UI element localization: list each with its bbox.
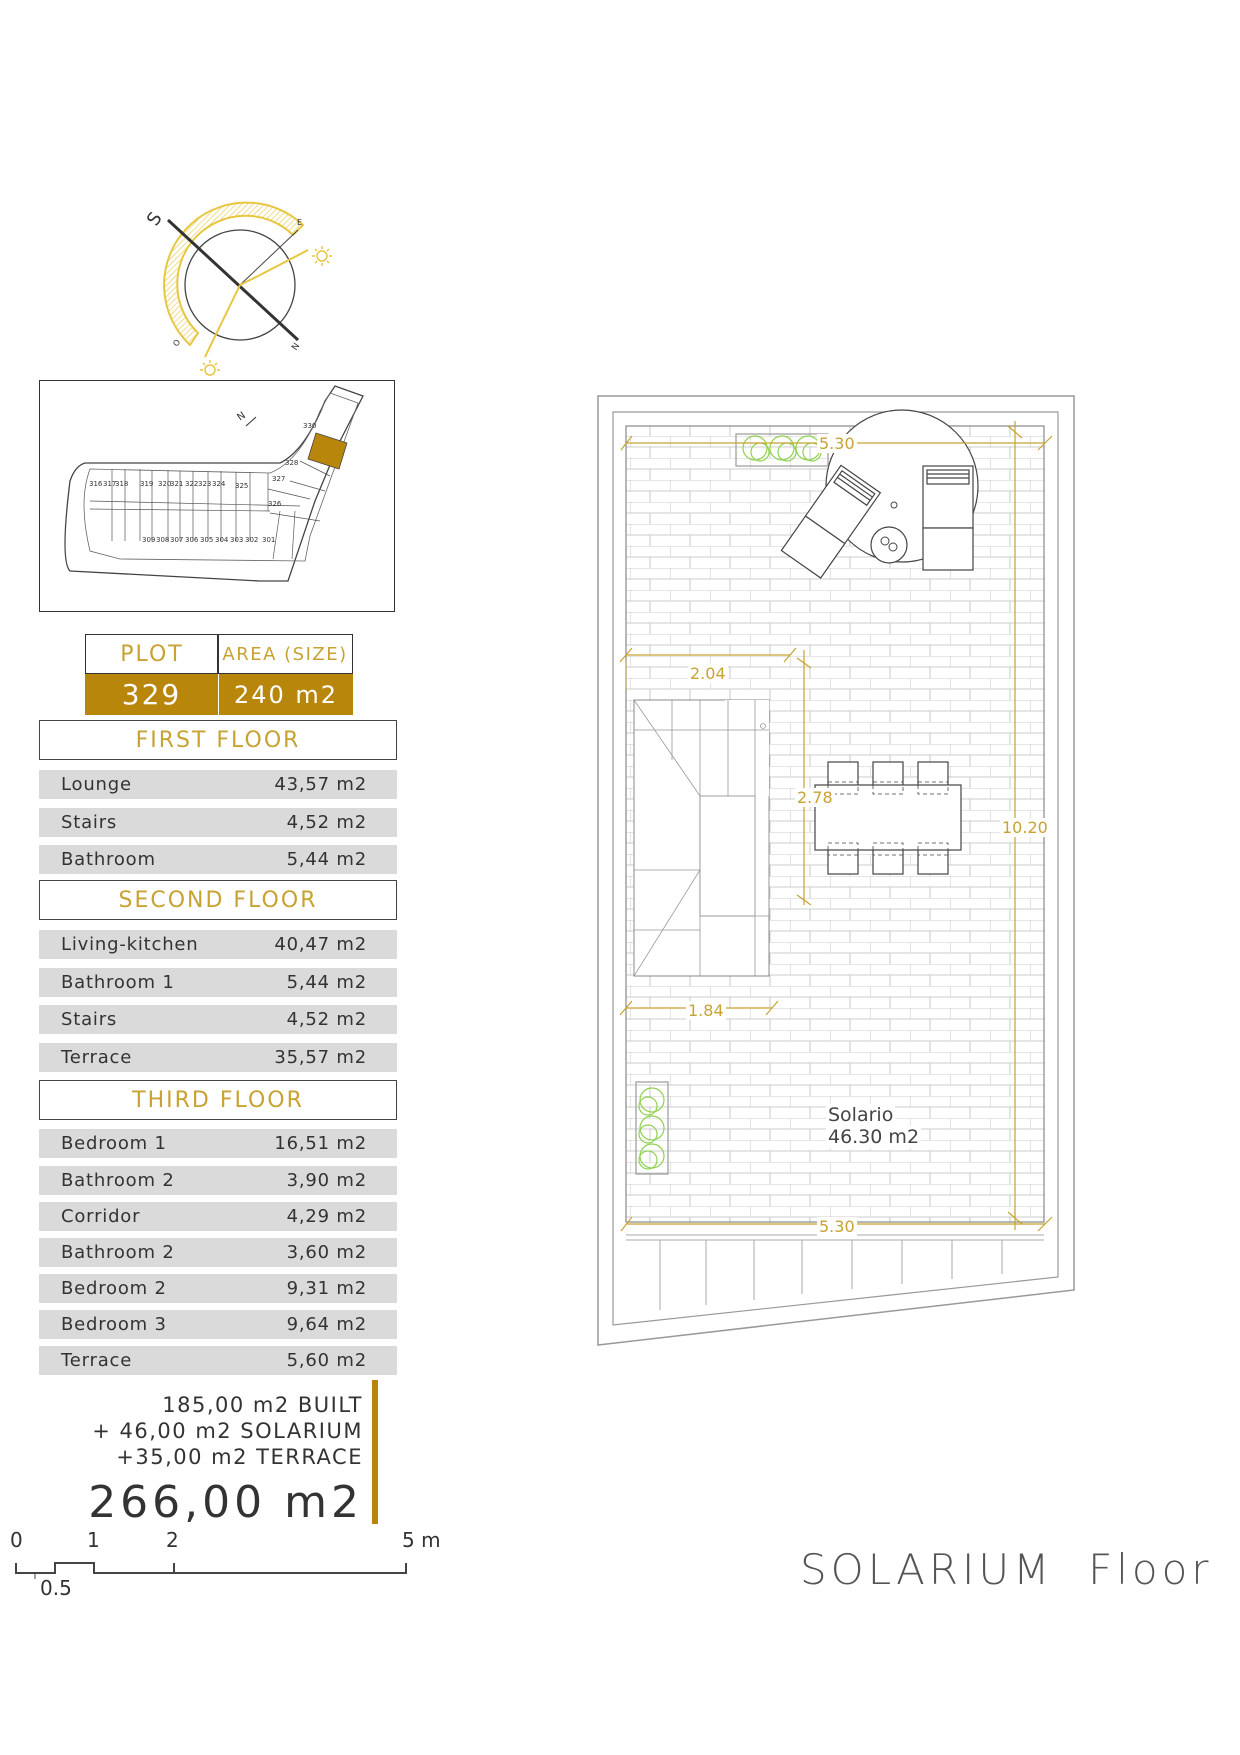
room-row: Terrace 35,57 m2 xyxy=(39,1043,397,1072)
svg-text:319: 319 xyxy=(140,480,154,488)
site-plan-drawing xyxy=(40,381,393,610)
scale-label-half: 0.5 xyxy=(40,1576,72,1600)
room-row: Bedroom 2 9,31 m2 xyxy=(39,1274,397,1303)
site-north-label: N xyxy=(235,410,248,424)
area-header: AREA (SIZE) xyxy=(217,634,353,674)
room-row: Stairs 4,52 m2 xyxy=(39,808,397,837)
plot-number: 329 xyxy=(85,674,219,715)
scale-label-1: 1 xyxy=(87,1528,100,1552)
site-plan xyxy=(39,380,395,612)
room-row: Bedroom 3 9,64 m2 xyxy=(39,1310,397,1339)
room-row: Bathroom 2 3,60 m2 xyxy=(39,1238,397,1267)
area-value: 240 m2 xyxy=(219,674,353,715)
svg-text:322: 322 xyxy=(185,480,199,488)
svg-text:308: 308 xyxy=(156,536,170,544)
scale-label-5: 5 m xyxy=(402,1528,441,1552)
svg-text:303: 303 xyxy=(230,536,244,544)
room-row: Bathroom 2 3,90 m2 xyxy=(39,1166,397,1195)
svg-text:301: 301 xyxy=(262,536,276,544)
plot-header: PLOT xyxy=(85,634,219,674)
dim-right-length: 10.20 xyxy=(1002,818,1048,837)
svg-text:328: 328 xyxy=(285,459,299,467)
svg-text:324: 324 xyxy=(212,480,226,488)
dim-stair-top: 2.04 xyxy=(690,664,726,683)
south-label: S xyxy=(142,208,167,230)
svg-text:325: 325 xyxy=(235,482,249,490)
svg-text:316: 316 xyxy=(89,480,103,488)
west-label: O xyxy=(171,337,183,349)
svg-text:323: 323 xyxy=(198,480,212,488)
room-row: Stairs 4,52 m2 xyxy=(39,1005,397,1034)
dim-top-width: 5.30 xyxy=(819,434,855,453)
sun-orientation-compass xyxy=(142,205,350,385)
total-terrace: +35,00 m2 TERRACE xyxy=(116,1445,363,1469)
scale-label-2: 2 xyxy=(166,1528,179,1552)
scale-label-0: 0 xyxy=(10,1528,23,1552)
total-solarium: + 46,00 m2 SOLARIUM xyxy=(92,1419,363,1443)
room-row: Terrace 5,60 m2 xyxy=(39,1346,397,1375)
room-row: Bathroom 5,44 m2 xyxy=(39,845,397,874)
svg-text:326: 326 xyxy=(268,500,282,508)
svg-text:321: 321 xyxy=(170,480,184,488)
room-name-label: Solario xyxy=(828,1104,894,1126)
plot-table xyxy=(85,634,353,715)
svg-text:330: 330 xyxy=(303,422,317,430)
dim-bottom-width: 5.30 xyxy=(819,1217,855,1236)
svg-text:327: 327 xyxy=(272,475,286,483)
dim-table-depth: 2.78 xyxy=(797,788,833,807)
solarium-floor-plan xyxy=(590,390,1090,1360)
east-label: E xyxy=(297,218,303,227)
svg-text:302: 302 xyxy=(245,536,259,544)
drawing-title: SOLARIUM Floor xyxy=(800,1545,1213,1594)
svg-text:320: 320 xyxy=(158,480,172,488)
svg-text:306: 306 xyxy=(185,536,199,544)
svg-text:304: 304 xyxy=(215,536,229,544)
room-row: Corridor 4,29 m2 xyxy=(39,1202,397,1231)
sun-lounger-right xyxy=(923,466,973,570)
room-row: Bathroom 1 5,44 m2 xyxy=(39,968,397,997)
room-area-label: 46.30 m2 xyxy=(828,1126,920,1148)
room-row: Bedroom 1 16,51 m2 xyxy=(39,1129,397,1158)
svg-text:309: 309 xyxy=(142,536,156,544)
floor-header-first: FIRST FLOOR xyxy=(39,720,397,760)
scale-bar xyxy=(10,1545,450,1590)
totals-bar xyxy=(372,1380,378,1524)
room-row: Living-kitchen 40,47 m2 xyxy=(39,930,397,959)
total-built: 185,00 m2 BUILT xyxy=(162,1393,363,1417)
grand-total: 266,00 m2 xyxy=(88,1477,363,1528)
svg-text:305: 305 xyxy=(200,536,214,544)
sunrise-icon xyxy=(312,246,332,266)
floor-header-second: SECOND FLOOR xyxy=(39,880,397,920)
north-label: N xyxy=(290,341,303,353)
svg-text:307: 307 xyxy=(170,536,184,544)
floor-header-third: THIRD FLOOR xyxy=(39,1080,397,1120)
room-row: Lounge 43,57 m2 xyxy=(39,770,397,799)
svg-text:317: 317 xyxy=(103,480,117,488)
dim-stair-bottom: 1.84 xyxy=(688,1001,724,1020)
sunset-icon xyxy=(200,360,220,375)
svg-text:318: 318 xyxy=(115,480,129,488)
